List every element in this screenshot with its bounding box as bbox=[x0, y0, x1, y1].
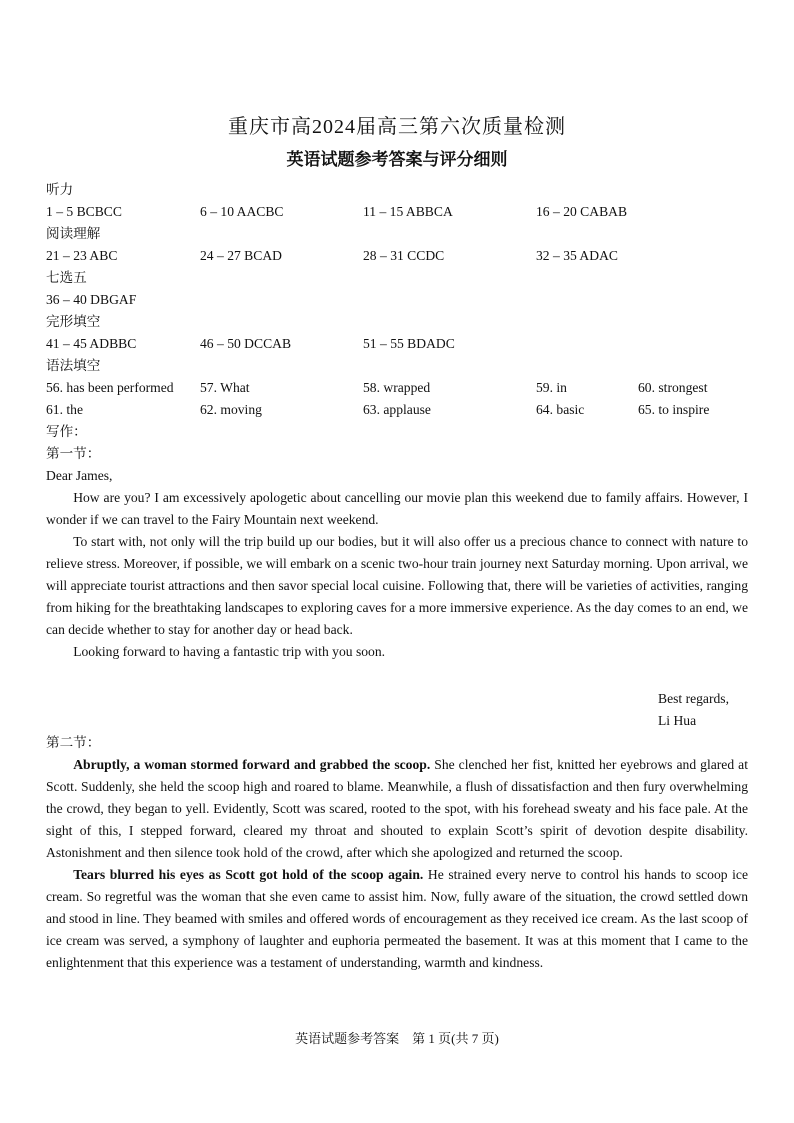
answer-group: 21 – 23 ABC bbox=[46, 248, 118, 263]
answer-group: 41 – 45 ADBBC bbox=[46, 336, 137, 351]
part1-label: 第一节： bbox=[46, 446, 101, 461]
answer-item: 57. What bbox=[200, 380, 250, 395]
answer-group: 16 – 20 CABAB bbox=[536, 204, 628, 219]
writing-label: 写作： bbox=[46, 424, 87, 439]
part2-label: 第二节： bbox=[46, 735, 101, 750]
answer-item: 63. applause bbox=[363, 402, 431, 417]
answer-group: 28 – 31 CCDC bbox=[363, 248, 445, 263]
letter bbox=[46, 465, 748, 663]
paragraph-body: He strained every nerve to control his hands to scoop ice cream. So regretful was the woman that she even came to assist him. Now, fully aware of the situation, the crowd settled down and stood in line. They beamed with smiles and offered words of encouragement as they received ice cream. As the last scoop of ice cream was served, a symphony of laughter and euphoria permeated the basement. It was at this moment that I came to the enlightenment that this experience was a testament of understanding, warmth and kindness. bbox=[46, 867, 748, 970]
answer-group: 51 – 55 BDADC bbox=[363, 336, 455, 351]
page-footer: 英语试题参考答案 第 1 页(共 7 页) bbox=[295, 1031, 499, 1046]
paragraph-lead-sentence: Abruptly, a woman stormed forward and grabbed the scoop. bbox=[73, 757, 431, 772]
reading-label: 阅读理解 bbox=[46, 226, 101, 241]
answer-item: 58. wrapped bbox=[363, 380, 431, 395]
letter-paragraph: How are you? I am excessively apologetic about cancelling our movie plan this weekend due to family affairs. However, I wonder if we can travel to the Fairy Mountain next weekend. bbox=[46, 490, 748, 527]
letter-paragraph: To start with, not only will the trip build up our bodies, but it will also offer us a precious chance to connect with nature to relieve stress. Moreover, if possible, we will embark on a scenic two-hour train journey next Saturday morning. Upon arrival, we will appreciate tourist attractions and then savor special local cuisine. Following that, there will be varieties of activities, ranging from hiking for the breathtaking landscapes to exploring caves for a more immersive experience. As the day comes to an end, we can decide whether to stay for another day or head back. bbox=[46, 534, 748, 637]
answer-item: 64. basic bbox=[536, 402, 585, 417]
letter-closing: Best regards, bbox=[658, 691, 729, 706]
document-title: 重庆市高2024届高三第六次质量检测 bbox=[228, 116, 566, 138]
paragraph-lead-sentence: Tears blurred his eyes as Scott got hold of the scoop again. bbox=[73, 867, 424, 882]
answer-group: 32 – 35 ADAC bbox=[536, 248, 618, 263]
answer-item: 61. the bbox=[46, 402, 83, 417]
answer-group: 46 – 50 DCCAB bbox=[200, 336, 292, 351]
cloze-label: 完形填空 bbox=[46, 314, 101, 329]
answer-group: 1 – 5 BCBCC bbox=[46, 204, 122, 219]
answer-item: 65. to inspire bbox=[638, 402, 710, 417]
paragraph-body: She clenched her fist, knitted her eyebrows and glared at Scott. Suddenly, she held the scoop high and roared to blame. Meanwhile, a flush of dissatisfaction and then fury overwhelming the crowd, they began to yell. Evidently, Scott was scared, rooted to the spot, with his forehead sweaty and his face pale. At the sight of this, I stepped forward, cleared my throat and shouted to explain Scott’s spirit of devotion despite disability. Astonishment and then silence took hold of the crowd, after which she apologized and returned the scoop. bbox=[46, 757, 748, 860]
letter-signature: Li Hua bbox=[658, 713, 697, 728]
continuation-paragraph bbox=[46, 864, 748, 974]
grammar-label: 语法填空 bbox=[46, 358, 101, 373]
answer-group: 11 – 15 ABBCA bbox=[363, 204, 453, 219]
answer-group: 36 – 40 DBGAF bbox=[46, 292, 137, 307]
continuation-writing bbox=[46, 754, 748, 974]
answer-group: 6 – 10 AACBC bbox=[200, 204, 284, 219]
document-subtitle: 英语试题参考答案与评分细则 bbox=[286, 150, 508, 170]
answer-item: 56. has been performed bbox=[46, 380, 174, 395]
listening-label: 听力 bbox=[46, 182, 74, 197]
answer-item: 62. moving bbox=[200, 402, 262, 417]
letter-greeting: Dear James, bbox=[46, 468, 113, 483]
continuation-paragraph bbox=[46, 754, 748, 864]
letter-paragraph: Looking forward to having a fantastic trip with you soon. bbox=[73, 644, 386, 659]
answer-item: 59. in bbox=[536, 380, 567, 395]
seven-label: 七选五 bbox=[46, 270, 87, 285]
answer-group: 24 – 27 BCAD bbox=[200, 248, 282, 263]
answer-item: 60. strongest bbox=[638, 380, 708, 395]
